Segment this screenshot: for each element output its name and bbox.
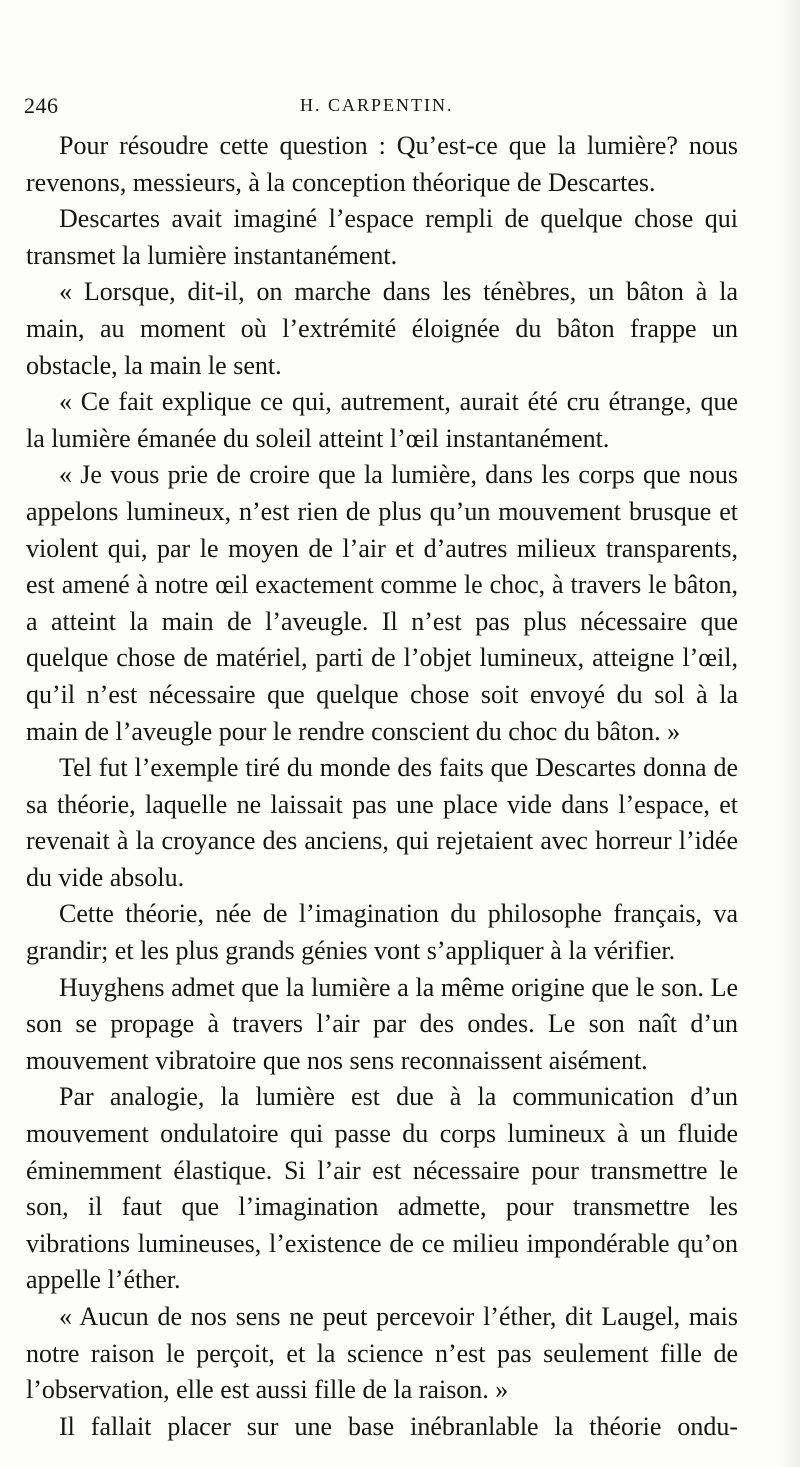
body-text — [26, 128, 738, 1445]
paragraph-6: Tel fut l’exemple tiré du monde des faits que Descartes donna de sa théorie, laquelle ne laissait pas une place vide dans l’espace, et revenait à la croyance des anciens, qui rejetaient avec horreur l’idée du vide absolu. — [26, 753, 738, 892]
paragraph-10: « Aucun de nos sens ne peut percevoir l’éther, dit Laugel, mais notre raison le perçoit, et la science n’est pas seulement fille de l’observation, elle est aussi fille de la raison. » — [26, 1302, 738, 1405]
paragraph-7: Cette théorie, née de l’imagination du philosophe français, va grandir; et les plus grands génies vont s’appliquer à la vérifier. — [26, 899, 738, 966]
paragraph-9: Par analogie, la lumière est due à la communication d’un mouvement ondulatoire qui passe du corps lumineux à un fluide éminemment élastique. Si l’air est nécessaire pour transmettre le son, il faut que l’imagination admette, pour transmettre les vibrations lumineuses, l’existence de ce milieu impondérable qu’on appelle l’éther. — [26, 1082, 738, 1295]
paragraph-3: « Lorsque, dit-il, on marche dans les ténèbres, un bâton à la main, au moment où l’extrémité éloignée du bâton frappe un obstacle, la main le sent. — [26, 277, 738, 380]
page-edge-shadow — [778, 0, 800, 1467]
paragraph-5: « Je vous prie de croire que la lumière, dans les corps que nous appelons lumineux, n’est rien de plus qu’un mouvement brusque et violent qui, par le moyen de l’air et d’autres milieux transparents, est amené à notre œil exactement comme le choc, à travers le bâton, a atteint la main de l’aveugle. Il n’est pas plus nécessaire que quelque chose de matériel, parti de l’objet lumineux, atteigne l’œil, qu’il n’est nécessaire que quelque chose soit envoyé du sol à la main de l’aveugle pour le rendre conscient du choc du bâton. » — [26, 460, 738, 746]
paragraph-8: Huyghens admet que la lumière a la même origine que le son. Le son se propage à travers l’air par des ondes. Le son naît d’un mouvement vibratoire que nos sens reconnaissent aisément. — [26, 972, 738, 1075]
page-number: 246 — [24, 93, 59, 118]
paragraph-11: Il fallait placer sur une base inébranlable la théorie ondu- — [59, 1411, 738, 1441]
paragraph-2: Descartes avait imaginé l’espace rempli de quelque chose qui transmet la lumière instantanément. — [26, 204, 738, 270]
running-head — [24, 93, 744, 123]
paragraph-4: « Ce fait explique ce qui, autrement, aurait été cru étrange, que la lumière émanée du soleil atteint l’œil instantanément. — [26, 387, 738, 453]
running-title: H. CARPENTIN. — [300, 95, 454, 115]
paragraph-1: Pour résoudre cette question : Qu’est-ce que la lumière? nous revenons, messieurs, à la conception théorique de Descartes. — [26, 131, 738, 197]
